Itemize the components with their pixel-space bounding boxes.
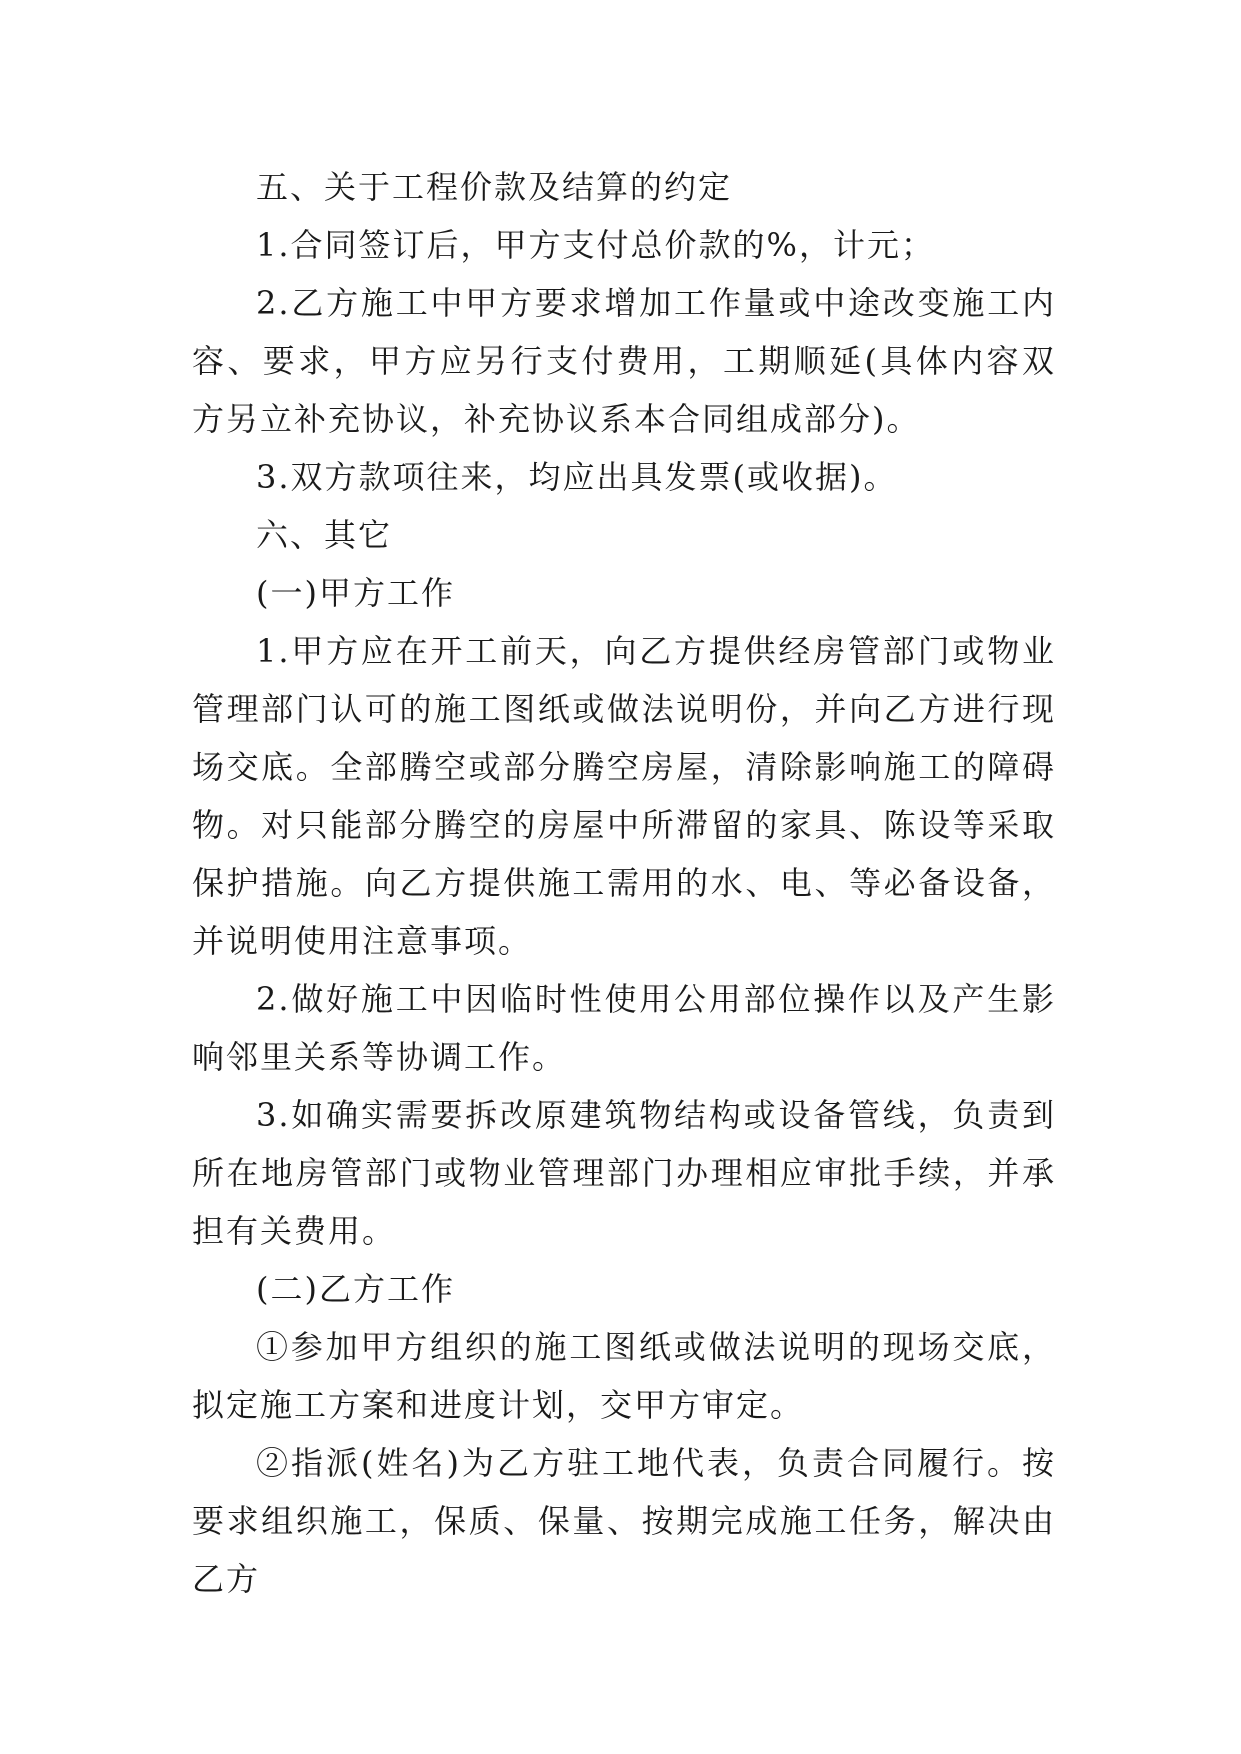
paragraph: 2.做好施工中因临时性使用公用部位操作以及产生影响邻里关系等协调工作。 (192, 980, 1056, 1076)
subsection-heading-party-a: (一)甲方工作 (256, 574, 455, 612)
subsection-heading-party-b: (二)乙方工作 (256, 1270, 455, 1308)
section-heading-price-settlement: 五、关于工程价款及结算的约定 (256, 168, 733, 206)
paragraph: ②指派(姓名)为乙方驻工地代表，负责合同履行。按要求组织施工，保质、保量、按期完成施工任务，解决由乙方 (192, 1444, 1056, 1598)
paragraph: 3.如确实需要拆改原建筑物结构或设备管线，负责到所在地房管部门或物业管理部门办理相应审批手续，并承担有关费用。 (192, 1096, 1056, 1250)
paragraph: ①参加甲方组织的施工图纸或做法说明的现场交底，拟定施工方案和进度计划，交甲方审定。 (192, 1328, 1056, 1424)
paragraph: 3.双方款项往来，均应出具发票(或收据)。 (256, 458, 898, 496)
paragraph: 2.乙方施工中甲方要求增加工作量或中途改变施工内容、要求，甲方应另行支付费用，工期顺延(具体内容双方另立补充协议，补充协议系本合同组成部分)。 (192, 284, 1056, 438)
paragraph: 1.甲方应在开工前天，向乙方提供经房管部门或物业管理部门认可的施工图纸或做法说明份，并向乙方进行现场交底。全部腾空或部分腾空房屋，清除影响施工的障碍物。对只能部分腾空的房屋中所滞留的家具、陈设等采取保护措施。向乙方提供施工需用的水、电、等必备设备，并说明使用注意事项。 (192, 632, 1056, 960)
document-body (192, 158, 1056, 1608)
section-heading-other: 六、其它 (256, 516, 393, 554)
paragraph: 1.合同签订后，甲方支付总价款的%，计元； (256, 226, 935, 264)
